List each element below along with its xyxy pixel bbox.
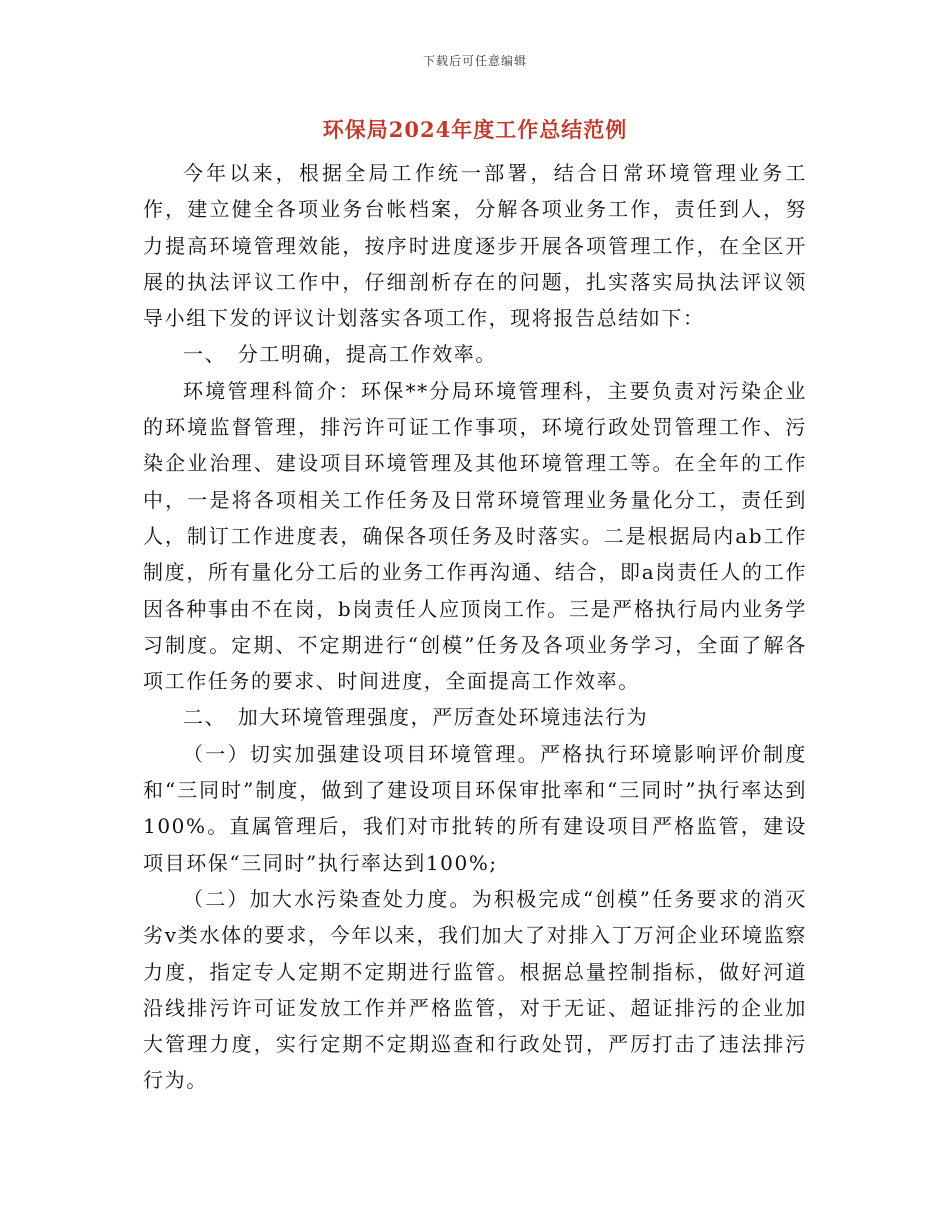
paragraph-subsection-1: （一）切实加强建设项目环境管理。严格执行环境影响评价制度和“三同时”制度，做到了建设项目环保审批率和“三同时”执行率达到100%。直属管理后，我们对市批转的所有建设项目严格监管，建设项目环保“三同时”执行率达到100%; [143,741,807,875]
paragraph-intro: 今年以来，根据全局工作统一部署，结合日常环境管理业务工作，建立健全各项业务台帐档案，分解各项业务工作，责任到人，努力提高环境管理效能，按序时进度逐步开展各项管理工作，在全区开展的执法评议工作中，仔细剖析存在的问题，扎实落实局执法评议领导小组下发的评议计划落实各项工作，现将报告总结如下： [143,161,807,331]
document-body [143,155,807,1099]
header-note: 下载后可任意编辑 [422,54,527,68]
paragraph-subsection-2: （二）加大水污染查处力度。为积极完成“创模”任务要求的消灭劣v类水体的要求，今年以来，我们加大了对排入丁万河企业环境监察力度，指定专人定期不定期进行监管。根据总量控制指标，做好河道沿线排污许可证发放工作并严格监管，对于无证、超证排污的企业加大管理力度，实行定期不定期巡查和行政处罚，严厉打击了违法排污行为。 [143,886,807,1093]
paragraph-section-1: 环境管理科简介：环保**分局环境管理科，主要负责对污染企业的环境监督管理，排污许可证工作事项，环境行政处罚管理工作、污染企业治理、建设项目环境管理及其他环境管理工等。在全年的工作中，一是将各项相关工作任务及日常环境管理业务量化分工，责任到人，制订工作进度表，确保各项任务及时落实。二是根据局内ab工作制度，所有量化分工后的业务工作再沟通、结合，即a岗责任人的工作因各种事由不在岗，b岗责任人应顶岗工作。三是严格执行局内业务学习制度。定期、不定期进行“创模”任务及各项业务学习，全面了解各项工作任务的要求、时间进度，全面提高工作效率。 [143,378,807,694]
section-heading-1: 一、 分工明确，提高工作效率。 [183,342,497,367]
document-title: 环保局2024年度工作总结范例 [322,117,628,142]
section-heading-2: 二、 加大环境管理强度，严厉查处环境违法行为 [183,705,649,730]
